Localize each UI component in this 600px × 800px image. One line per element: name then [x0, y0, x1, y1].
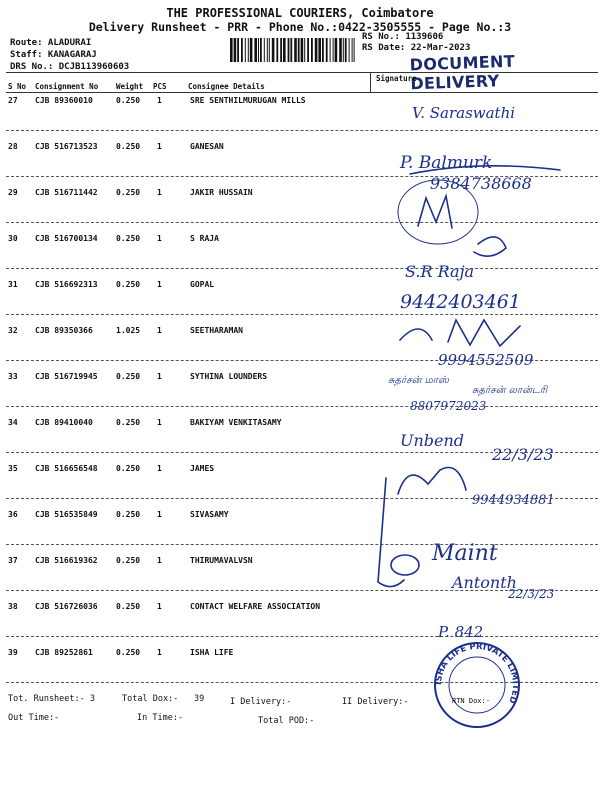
row-divider [6, 406, 598, 407]
table-row [0, 280, 600, 326]
out-time: Out Time:- [8, 713, 60, 723]
phone-row-28: 9384738668 [430, 174, 532, 193]
header-rule-top [6, 72, 598, 73]
cell-consignment: CJB 89350366 [35, 326, 93, 335]
cell-sno: 34 [8, 418, 18, 427]
cell-weight: 0.250 [116, 556, 141, 565]
route-label: Route: ALADURAI [10, 38, 92, 48]
cell-sno: 35 [8, 464, 18, 473]
header-rule-bottom [6, 92, 598, 93]
cell-sno: 31 [8, 280, 18, 289]
runsheet-subtitle: Delivery Runsheet - PRR - Phone No.:0422-3505555 - Page No.:3 [88, 20, 512, 34]
cell-weight: 0.250 [116, 280, 141, 289]
cell-pcs: 1 [157, 418, 162, 427]
cell-consignee: SRE SENTHILMURUGAN MILLS [190, 96, 306, 105]
cell-sno: 36 [8, 510, 18, 519]
cell-consignment: CJB 516711442 [35, 188, 98, 197]
cell-pcs: 1 [157, 372, 162, 381]
phone-row-31: 9442403461 [400, 291, 521, 313]
table-row [0, 510, 600, 556]
row-divider [6, 590, 598, 591]
date-row-37: 22/3/23 [508, 587, 555, 601]
seal-text: ISHA LIFE PRIVATE LIMITED [433, 641, 521, 705]
cell-consignment: CJB 516656548 [35, 464, 98, 473]
row-divider [6, 360, 598, 361]
signature-row-38: P. 842 [438, 623, 484, 641]
row-divider [6, 544, 598, 545]
cell-sno: 27 [8, 96, 18, 105]
cell-sno: 30 [8, 234, 18, 243]
signature-row-27: V. Saraswathi [412, 104, 516, 122]
col-consignment: Consignment No [35, 82, 99, 91]
col-signature: Signature [376, 74, 417, 83]
table-row [0, 188, 600, 234]
cell-consignee: SIVASAMY [190, 510, 229, 519]
table-row [0, 602, 600, 648]
cell-consignee: BAKIYAM VENKITASAMY [190, 418, 282, 427]
cell-consignee: JAMES [190, 464, 215, 473]
drs-number: DRS No.: DCJB113960603 [10, 62, 130, 72]
cell-sno: 28 [8, 142, 18, 151]
cell-pcs: 1 [157, 280, 162, 289]
table-row [0, 418, 600, 464]
cell-sno: 37 [8, 556, 18, 565]
rtn-dox: RTN Dox:- [452, 697, 490, 705]
total-runsheet: Tot. Runsheet:- 3 [8, 694, 95, 704]
cell-consignee: GANESAN [190, 142, 224, 151]
col-consignee: Consignee Details [188, 82, 265, 91]
col-sno: S No [8, 82, 27, 91]
staff-label: Staff: KANAGARAJ [10, 50, 97, 60]
row-divider [6, 636, 598, 637]
signature-column-divider [370, 72, 371, 92]
cell-consignee: S RAJA [190, 234, 219, 243]
cell-weight: 0.250 [116, 648, 141, 657]
date-row-34: 22/3/23 [492, 445, 554, 464]
signature-row-37b: Antonth [452, 573, 517, 592]
cell-pcs: 1 [157, 464, 162, 473]
signature-row-37: Maint [432, 541, 498, 566]
table-row [0, 234, 600, 280]
cell-consignment: CJB 516700134 [35, 234, 98, 243]
col-pcs: PCS [153, 82, 167, 91]
table-row [0, 372, 600, 418]
cell-consignment: CJB 89252861 [35, 648, 93, 657]
cell-sno: 38 [8, 602, 18, 611]
col-weight: Weight [116, 82, 144, 91]
total-pod: Total POD:- [258, 716, 315, 726]
rs-date: RS Date: 22-Mar-2023 [362, 43, 471, 53]
cell-sno: 32 [8, 326, 18, 335]
row-divider [6, 682, 598, 683]
cell-weight: 0.250 [116, 418, 141, 427]
cell-consignee: SYTHINA LOUNDERS [190, 372, 268, 381]
total-dox-value: 39 [194, 694, 205, 704]
cell-sno: 29 [8, 188, 18, 197]
row-divider [6, 268, 598, 269]
row-divider [6, 222, 598, 223]
cell-consignee: THIRUMAVALVSN [190, 556, 253, 565]
cell-pcs: 1 [157, 234, 162, 243]
phone-row-35: 9944934881 [472, 493, 555, 508]
phone-row-33: 9994552509 [438, 351, 534, 369]
table-row [0, 142, 600, 188]
cell-weight: 0.250 [116, 142, 141, 151]
cell-consignee: JAKIR HUSSAIN [190, 188, 253, 197]
table-row [0, 96, 600, 142]
cell-consignment: CJB 89360010 [35, 96, 93, 105]
barcode [228, 38, 358, 62]
cell-sno: 39 [8, 648, 18, 657]
rs-number: RS No.: 1139606 [362, 32, 444, 42]
row-divider [6, 130, 598, 131]
row-divider [6, 498, 598, 499]
runsheet-title: THE PROFESSIONAL COURIERS, Coimbatore [166, 6, 434, 20]
signature-row-30: S.R Raja [405, 262, 475, 281]
cell-pcs: 1 [157, 96, 162, 105]
cell-consignment: CJB 516726036 [35, 602, 98, 611]
cell-consignee: ISHA LIFE [190, 648, 234, 657]
cell-sno: 33 [8, 372, 18, 381]
cell-consignee: SEETHARAMAN [190, 326, 243, 335]
row-divider [6, 314, 598, 315]
table-row [0, 464, 600, 510]
table-row [0, 326, 600, 372]
signature-row-33b: சுதர்சன் லான்டரி [472, 385, 548, 396]
table-row [0, 556, 600, 602]
total-dox-label: Total Dox:- [122, 694, 179, 704]
cell-pcs: 1 [157, 326, 162, 335]
cell-weight: 0.250 [116, 464, 141, 473]
cell-consignee: GOPAL [190, 280, 215, 289]
cell-pcs: 1 [157, 556, 162, 565]
cell-consignment: CJB 516713523 [35, 142, 98, 151]
table-row [0, 648, 600, 694]
cell-pcs: 1 [157, 510, 162, 519]
cell-weight: 0.250 [116, 602, 141, 611]
second-delivery: II Delivery:- [342, 697, 409, 707]
signature-row-34: Unbend [400, 431, 465, 450]
first-delivery: I Delivery:- [230, 697, 292, 707]
row-divider [6, 176, 598, 177]
signature-row-28: P. Balmurk [400, 153, 493, 173]
cell-pcs: 1 [157, 142, 162, 151]
cell-weight: 0.250 [116, 372, 141, 381]
phone-row-33b: 8807972023 [410, 399, 487, 413]
signature-row-33a: சுதர்சன் மாஸ் [388, 375, 449, 386]
cell-consignee: CONTACT WELFARE ASSOCIATION [190, 602, 321, 611]
cell-consignment: CJB 516692313 [35, 280, 98, 289]
cell-weight: 0.250 [116, 510, 141, 519]
row-divider [6, 452, 598, 453]
cell-consignment: CJB 516719945 [35, 372, 98, 381]
cell-consignment: CJB 516619362 [35, 556, 98, 565]
cell-weight: 0.250 [116, 96, 141, 105]
cell-pcs: 1 [157, 188, 162, 197]
cell-weight: 1.025 [116, 326, 141, 335]
cell-consignment: CJB 89410040 [35, 418, 93, 427]
cell-consignment: CJB 516535849 [35, 510, 98, 519]
cell-weight: 0.250 [116, 188, 141, 197]
in-time: In Time:- [137, 713, 184, 723]
cell-pcs: 1 [157, 648, 162, 657]
cell-pcs: 1 [157, 602, 162, 611]
cell-weight: 0.250 [116, 234, 141, 243]
document-delivery-stamp: DOCUMENT DELIVERY [409, 51, 516, 94]
